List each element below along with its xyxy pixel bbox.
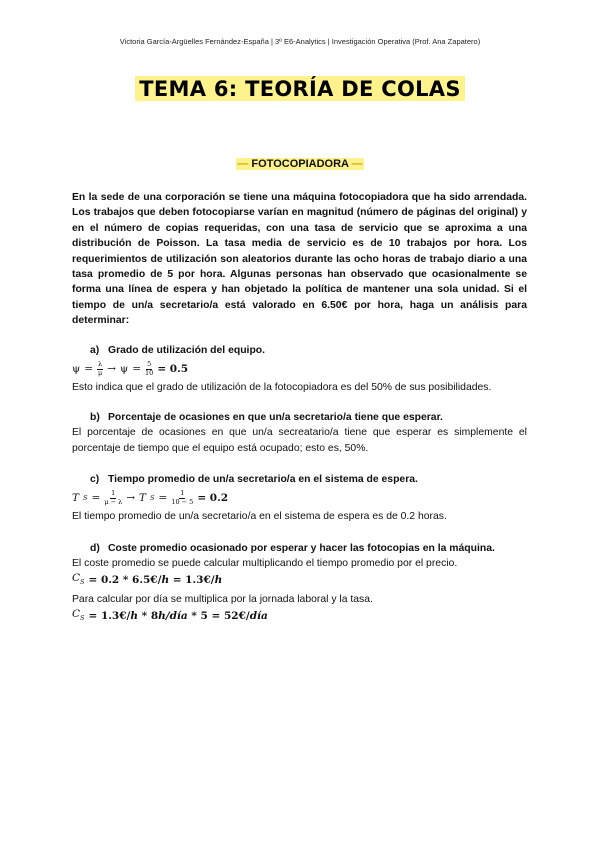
problem-statement: En la sede de una corporación se tiene una máquina fotocopiadora que ha sido arrendada. Los trabajos que deben fotocopiarse varían en magnitud (número de páginas del original) y en el número de copias requeridas, con una tasa de servicio que se aproxima a una distribución de Poisson. La tasa media de servicio es de 10 trabajos por hora. Los requerimientos de utilización son aleatorios durante las ocho horas de trabajo diario a una tasa promedio de 5 por hora. Algunas personas han observado que ocasionalmente se forma una línea de espera y han objetado la política de mantener una sola unidad. Si el tiempo de un/a secretario/a está valorado en 6.50€ por hora, haga un análisis para determinar:: [72, 192, 527, 327]
answer-a: Esto indica que el grado de utilización de la fotocopiadora es del 50% de sus posibilidades.: [72, 382, 492, 394]
question-b-title: [72, 410, 527, 425]
subtitle-dash-right: —: [351, 158, 363, 170]
formula-a-lhs2: ψ: [119, 362, 129, 375]
question-b-text: Porcentaje de ocasiones en que un/a secretario/a tiene que esperar.: [108, 412, 443, 423]
formula-c-eq2: =: [158, 491, 168, 504]
formula-c-S: S: [83, 493, 88, 502]
question-d: [72, 541, 527, 625]
formula-d2-u1: h: [130, 609, 139, 622]
answer-d-text2: Para calcular por día se multiplica por la jornada laboral y la tasa.: [72, 593, 373, 605]
answer-b: El porcentaje de ocasiones en que un/a secreatario/a tiene que esperar es simplemente el porcentaje de tiempo que el equipo está ocupado; esto es, 50%.: [72, 427, 527, 454]
formula-c-den1: μ − λ: [104, 497, 123, 506]
formula-d2-mid: * 8: [138, 609, 159, 622]
title-wrap: [0, 76, 600, 101]
formula-a-frac1: [97, 361, 103, 377]
formula-a-num1: λ: [98, 360, 103, 369]
formula-a: [72, 358, 527, 380]
formula-a-den2: 10: [145, 368, 154, 377]
formula-c-den2: 10 − 5: [171, 497, 194, 506]
formula-d1-expr: = 0.2 * 6.5€/: [88, 574, 162, 587]
section-subtitle: [0, 158, 600, 170]
formula-d1-unit: h: [161, 574, 170, 587]
question-c: [72, 472, 527, 525]
formula-d2-S: S: [80, 613, 85, 622]
question-d-text: Coste promedio ocasionado por esperar y hacer las fotocopias en la máquina.: [108, 543, 495, 554]
page-title: TEMA 6: TEORÍA DE COLAS: [135, 76, 465, 101]
formula-a-arrow: →: [107, 362, 116, 375]
question-c-text: Tiempo promedio de un/a secretario/a en el sistema de espera.: [108, 474, 418, 485]
formula-d1: [72, 572, 527, 590]
question-b-label: b): [90, 412, 100, 423]
formula-c-num2: 1: [180, 489, 185, 498]
formula-a-result: = 0.5: [157, 362, 189, 375]
formula-d1-S: S: [80, 578, 85, 587]
formula-c: [72, 487, 527, 509]
subtitle-text: FOTOCOPIADORA: [251, 158, 349, 170]
formula-d2-mid2: * 5 = 52€/: [187, 609, 250, 622]
answer-c: El tiempo promedio de un/a secretario/a en el sistema de espera es de 0.2 horas.: [72, 511, 447, 523]
formula-d1-mid: = 1.3€/: [169, 574, 215, 587]
formula-c-frac2: [171, 490, 193, 506]
formula-d2-C: C: [72, 607, 81, 620]
formula-a-lhs: ψ: [72, 362, 81, 375]
formula-a-eq: =: [84, 362, 94, 375]
subtitle-dash-left: —: [237, 158, 249, 170]
question-a-label: a): [90, 345, 100, 356]
answer-d-text1: El coste promedio se puede calcular multiplicando el tiempo promedio por el precio.: [72, 558, 458, 570]
question-a-title: [72, 343, 527, 358]
page-header: Victoria García-Argüelles Fernández-España | 3º E6-Analytics | Investigación Operativa (Prof. Ana Zapatero): [119, 37, 481, 46]
formula-d2-u3: día: [249, 609, 268, 622]
formula-a-num2: 5: [147, 360, 152, 369]
formula-c-T: T: [72, 491, 80, 504]
formula-a-eq2: =: [132, 362, 142, 375]
question-c-title: [72, 472, 527, 487]
formula-c-T2: T: [139, 491, 147, 504]
formula-d1-unit2: h: [214, 574, 223, 587]
question-b: [72, 410, 527, 456]
formula-c-S2: S: [150, 493, 155, 502]
subtitle-highlight: [236, 158, 363, 170]
question-a-text: Grado de utilización del equipo.: [108, 345, 266, 356]
question-c-label: c): [90, 474, 100, 485]
formula-d1-C: C: [72, 572, 81, 585]
formula-c-eq: =: [91, 491, 101, 504]
formula-a-frac2: [145, 361, 153, 377]
question-d-label: d): [90, 543, 100, 554]
formula-c-frac1: [104, 490, 122, 506]
formula-d2: [72, 607, 527, 625]
formula-c-result: = 0.2: [197, 491, 229, 504]
formula-d2-u2: h/día: [158, 609, 188, 622]
formula-c-arrow: →: [126, 491, 136, 504]
formula-a-den1: μ: [97, 368, 103, 377]
formula-c-num1: 1: [111, 489, 116, 498]
formula-d2-expr: = 1.3€/: [88, 609, 131, 622]
question-d-title: [72, 541, 527, 556]
question-a: [72, 343, 527, 396]
